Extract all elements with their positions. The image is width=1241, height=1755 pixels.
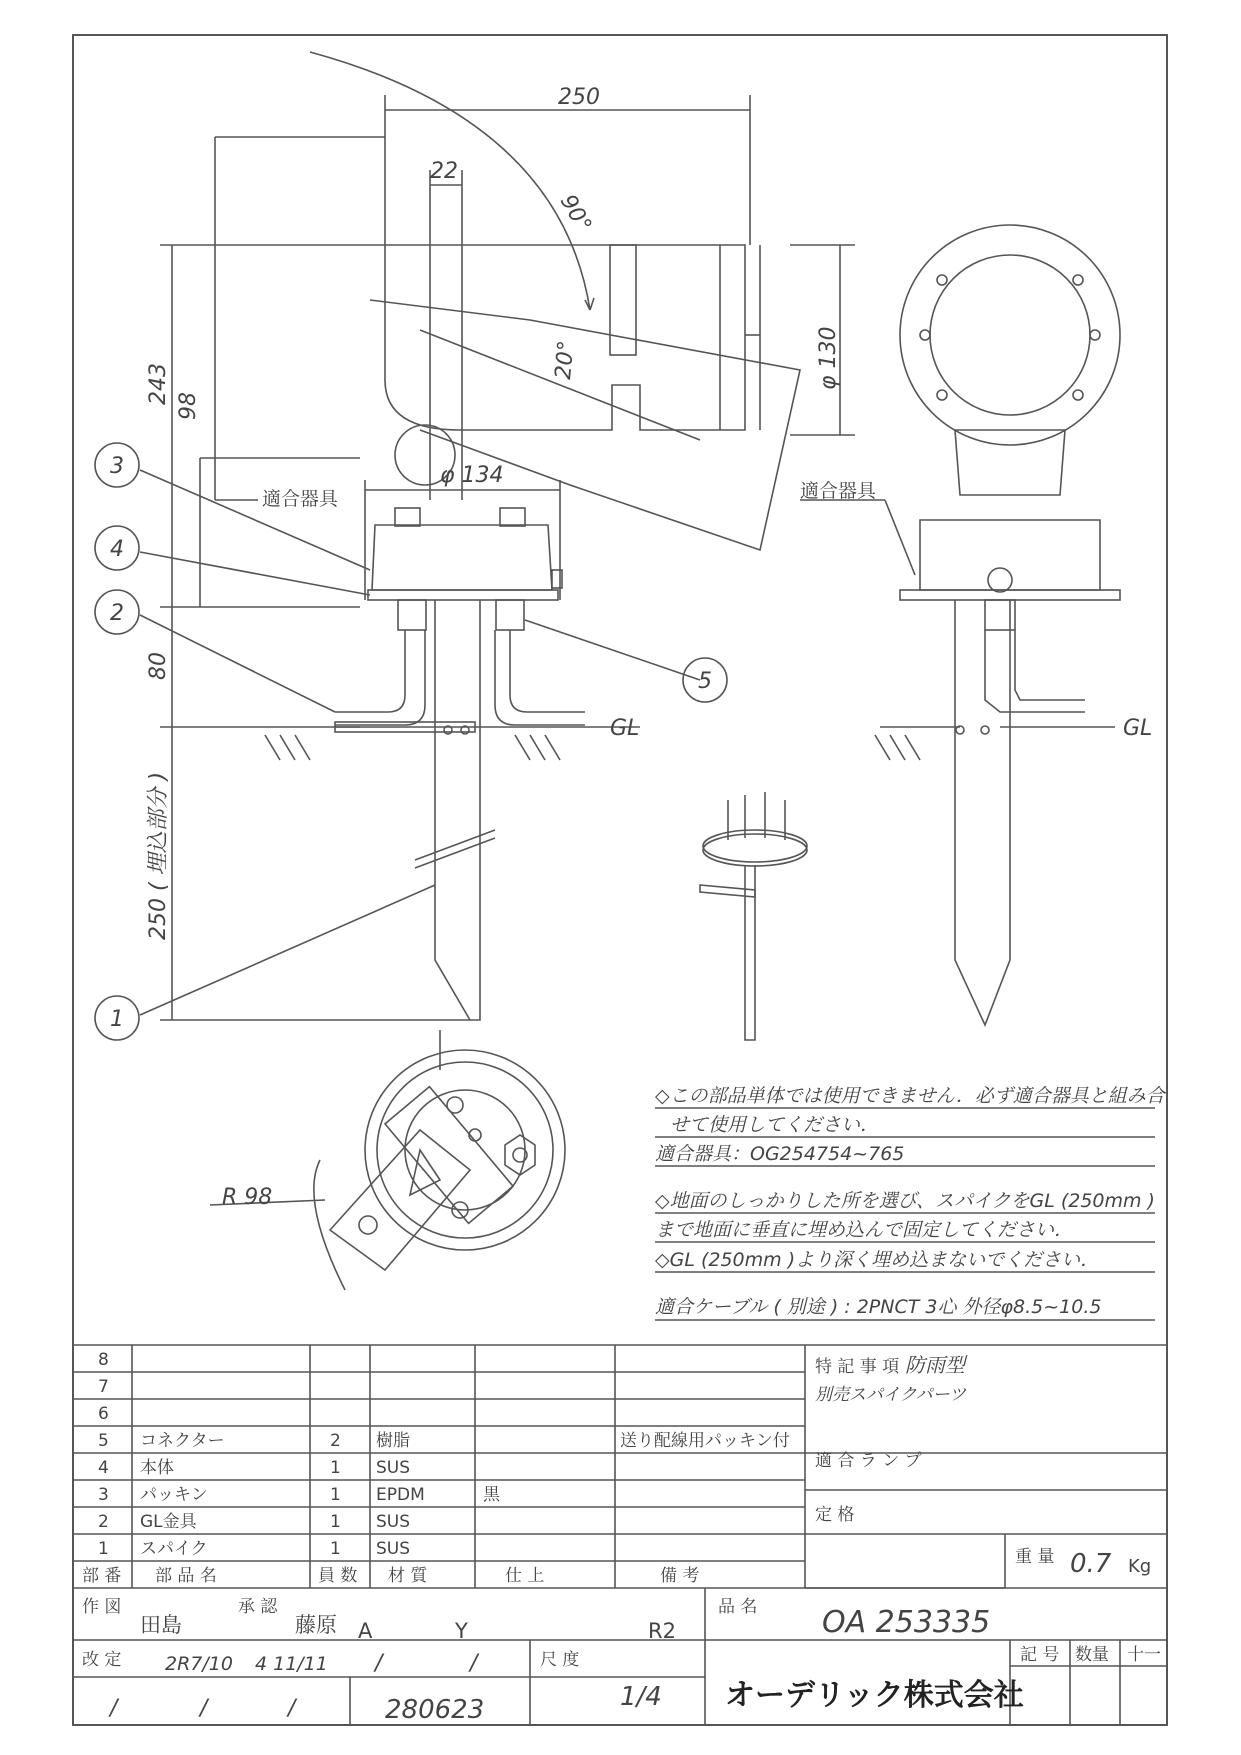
table-row bbox=[98, 1458, 410, 1478]
balloon-leaders bbox=[140, 470, 700, 1015]
dim-98: 98 bbox=[176, 392, 201, 420]
weight-value: 0.7 bbox=[1070, 1549, 1112, 1579]
note-line-5: まで地面に垂直に埋め込んで固定してください． bbox=[655, 1219, 1074, 1241]
row-3-material: EPDM bbox=[376, 1485, 425, 1505]
table-header bbox=[82, 1566, 699, 1586]
drawing-frame bbox=[73, 35, 1167, 1725]
dim-22: 22 bbox=[430, 159, 458, 184]
table-row bbox=[98, 1377, 109, 1397]
scale-value: 1/4 bbox=[620, 1682, 662, 1712]
row-4-material: SUS bbox=[376, 1458, 411, 1478]
special-notes-value-2: 別売スパイクパーツ bbox=[815, 1385, 966, 1405]
row-4-qty: 1 bbox=[330, 1458, 341, 1478]
row-4-name: 本体 bbox=[140, 1458, 174, 1478]
fixture-label-right: 適合器具 bbox=[800, 480, 877, 502]
header-remarks: 備 考 bbox=[660, 1566, 700, 1586]
table-row bbox=[98, 1539, 410, 1559]
fixture-label-left: 適合器具 bbox=[262, 488, 339, 510]
dim-80: 80 bbox=[146, 652, 171, 680]
balloon-5-text: 5 bbox=[698, 669, 712, 694]
table-row bbox=[98, 1350, 109, 1370]
row-5-no: 5 bbox=[98, 1431, 109, 1451]
row-3-finish: 黒 bbox=[483, 1485, 500, 1505]
header-name: 部 品 名 bbox=[155, 1566, 217, 1586]
revision-slash-1: / bbox=[375, 1651, 383, 1676]
dim-250-buried: 250 ( 埋込部分 ) bbox=[146, 771, 171, 940]
note-line-1: ◇この部品単体では使用できません．必ず適合器具と組み合 bbox=[655, 1085, 1165, 1107]
dim-r98: R 98 bbox=[222, 1185, 273, 1210]
parts-table bbox=[82, 1350, 790, 1586]
special-notes-label: 特 記 事 項 bbox=[815, 1357, 900, 1377]
dim-phi134: φ 134 bbox=[440, 463, 504, 488]
plan-view bbox=[210, 1030, 565, 1290]
revision-code: R2 bbox=[648, 1619, 676, 1643]
row-1-no: 1 bbox=[98, 1539, 109, 1559]
balloon-1-text: 1 bbox=[110, 1007, 124, 1032]
rating-label: 定 格 bbox=[815, 1505, 855, 1525]
row-3-qty: 1 bbox=[330, 1485, 341, 1505]
row-8-no: 8 bbox=[98, 1350, 109, 1370]
revision-slash-4: / bbox=[200, 1696, 208, 1721]
dim-20deg: 20° bbox=[551, 339, 580, 381]
balloon-2-text: 2 bbox=[110, 601, 124, 626]
extra-label: 十一 bbox=[1127, 1645, 1161, 1665]
special-notes-value: 防雨型 bbox=[905, 1353, 965, 1377]
drawn-by: 田島 bbox=[140, 1613, 182, 1637]
row-2-material: SUS bbox=[376, 1512, 411, 1532]
note-line-3: 適合器具：OG254754~765 bbox=[655, 1143, 905, 1165]
header-material: 材 質 bbox=[388, 1566, 428, 1586]
revision-date-1: 2R7/10 bbox=[165, 1653, 233, 1675]
weight-unit: Kg bbox=[1128, 1556, 1152, 1577]
quantity-label: 数量 bbox=[1075, 1645, 1109, 1665]
header-finish: 仕 上 bbox=[505, 1566, 545, 1586]
revision-label: 改 定 bbox=[82, 1650, 122, 1670]
row-5-qty: 2 bbox=[330, 1431, 341, 1451]
revision-slash-2: / bbox=[470, 1651, 478, 1676]
product-number: OA 253335 bbox=[822, 1605, 991, 1640]
approved-by: 藤原 bbox=[295, 1613, 337, 1637]
gl-label-left: GL bbox=[610, 716, 640, 741]
dim-phi130: φ 130 bbox=[816, 326, 841, 390]
title-block bbox=[82, 1597, 1161, 1725]
row-6-no: 6 bbox=[98, 1404, 109, 1424]
row-2-qty: 1 bbox=[330, 1512, 341, 1532]
row-5-remarks: 送り配線用パッキン付 bbox=[620, 1431, 790, 1451]
revision-slash-5: / bbox=[288, 1696, 296, 1721]
lamp-label: 適 合 ラ ン プ bbox=[815, 1451, 922, 1471]
dim-90deg: 90° bbox=[554, 190, 596, 237]
row-3-name: パッキン bbox=[140, 1485, 208, 1505]
dim-243: 243 bbox=[146, 363, 171, 405]
table-row bbox=[98, 1431, 790, 1451]
row-5-name: コネクター bbox=[140, 1431, 225, 1451]
dimension-labels bbox=[146, 85, 1152, 1210]
row-1-material: SUS bbox=[376, 1539, 411, 1559]
notes bbox=[655, 1085, 1167, 1318]
table-row bbox=[98, 1512, 410, 1532]
balloon-3-text: 3 bbox=[110, 454, 124, 479]
approved-label: 承 認 bbox=[238, 1597, 278, 1617]
isometric-view bbox=[700, 792, 807, 1040]
scale-label: 尺 度 bbox=[540, 1650, 580, 1670]
drawn-label: 作 図 bbox=[82, 1597, 122, 1617]
code-a: A bbox=[358, 1619, 373, 1643]
parts-table-grid bbox=[73, 1345, 1167, 1588]
note-line-7: 適合ケーブル ( 別途 ) : 2PNCT 3心 外径φ8.5~10.5 bbox=[655, 1296, 1102, 1318]
note-line-6: ◇GL (250mm )より深く埋め込まないでください． bbox=[655, 1249, 1100, 1271]
row-2-no: 2 bbox=[98, 1512, 109, 1532]
revision-slash-3: / bbox=[110, 1696, 118, 1721]
row-2-name: GL金具 bbox=[140, 1512, 197, 1532]
row-7-no: 7 bbox=[98, 1377, 109, 1397]
row-5-material: 樹脂 bbox=[376, 1431, 410, 1451]
row-4-no: 4 bbox=[98, 1458, 109, 1478]
gl-label-right: GL bbox=[1123, 716, 1153, 741]
header-qty: 員 数 bbox=[318, 1566, 358, 1586]
document-number: 280623 bbox=[385, 1695, 485, 1725]
spec-box bbox=[815, 1353, 1151, 1579]
revision-date-2: 4 11/11 bbox=[255, 1653, 328, 1675]
symbol-label: 記 号 bbox=[1020, 1645, 1060, 1665]
table-row bbox=[98, 1404, 109, 1424]
row-1-qty: 1 bbox=[330, 1539, 341, 1559]
dim-250: 250 bbox=[558, 85, 600, 110]
code-y: Y bbox=[455, 1619, 468, 1643]
product-label: 品 名 bbox=[718, 1597, 758, 1617]
company-name: オーデリック株式会社 bbox=[725, 1678, 1024, 1713]
notes-rules bbox=[655, 1108, 1155, 1320]
note-line-2: せて使用してください． bbox=[670, 1114, 880, 1136]
weight-label: 重 量 bbox=[1015, 1547, 1055, 1567]
front-view bbox=[160, 52, 855, 1020]
balloon-4-text: 4 bbox=[110, 537, 124, 562]
header-no: 部 番 bbox=[82, 1566, 122, 1586]
table-row bbox=[98, 1485, 501, 1505]
row-3-no: 3 bbox=[98, 1485, 109, 1505]
note-line-4: ◇地面のしっかりした所を選び、スパイクをGL (250mm ) bbox=[655, 1190, 1155, 1212]
row-1-name: スパイク bbox=[140, 1539, 208, 1559]
side-view bbox=[800, 225, 1120, 1025]
